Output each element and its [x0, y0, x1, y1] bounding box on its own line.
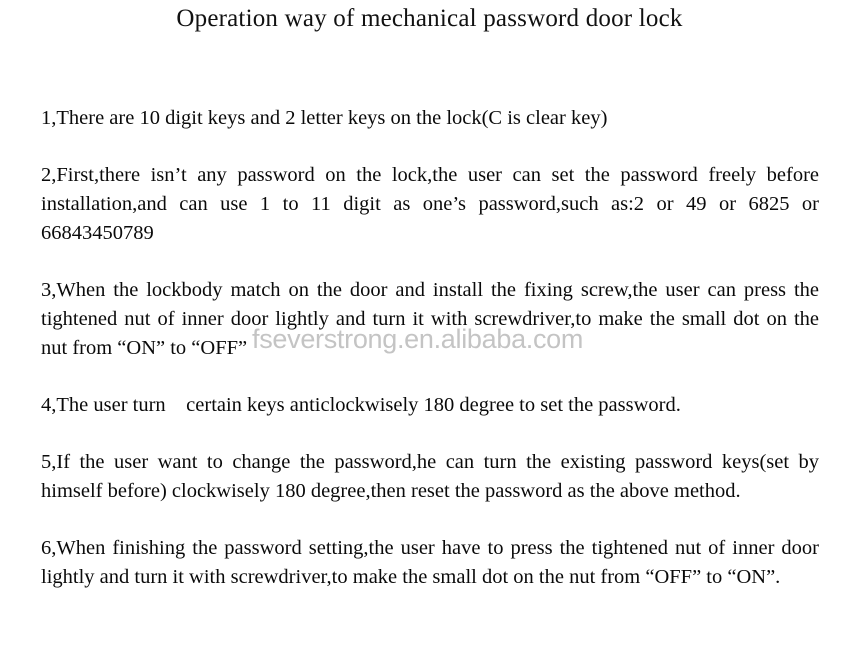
paragraph-1: 1,There are 10 digit keys and 2 letter keys on the lock(C is clear key) [41, 107, 608, 129]
paragraph-5: 5,If the user want to change the password,he can turn the existing password keys(set by himself before) clockwisely 180 degree,then reset the password as the above method. [41, 451, 819, 502]
document-body [41, 104, 819, 592]
paragraph-6: 6,When finishing the password setting,the user have to press the tightened nut of inner door lightly and turn it with screwdriver,to make the small dot on the nut from “OFF” to “ON”. [41, 537, 819, 588]
paragraph-2: 2,First,there isn’t any password on the lock,the user can set the password freely before installation,and can use 1 to 11 digit as one’s password,such as:2 or 49 or 6825 or 66843450789 [41, 164, 819, 244]
page-title: Operation way of mechanical password door lock [176, 5, 683, 32]
paragraph-3: 3,When the lockbody match on the door and install the fixing screw,the user can press the tightened nut of inner door lightly and turn it with screwdriver,to make the small dot on the nut from “ON” to “OFF” [41, 279, 819, 359]
watermark-text: fseverstrong.en.alibaba.com [252, 324, 584, 354]
paragraph-4: 4,The user turn certain keys anticlockwisely 180 degree to set the password. [41, 394, 681, 416]
